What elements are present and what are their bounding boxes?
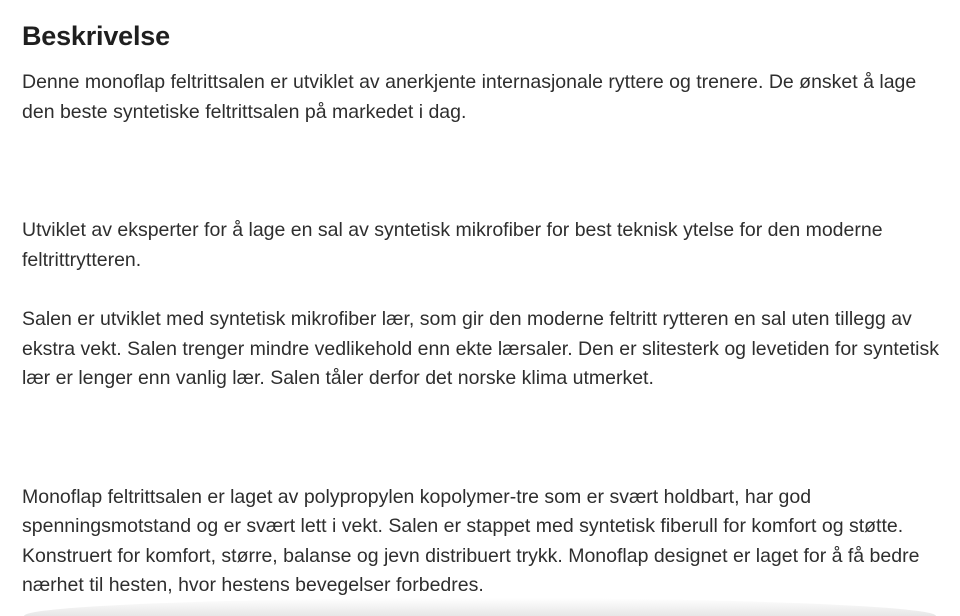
description-paragraph-construction: Monoflap feltrittsalen er laget av polypropylen kopolymer-tre som er svært holdbart, har god spenningsmotstand og er svært lett i vekt. Salen er stappet med syntetisk fiberull for komfort og støtte. Konstruert for komfort, større, balanse og jevn distribuert trykk. Monoflap designet er laget for å få bedre nærhet til hesten, hvor hestens bevegelser forbedres. — [22, 485, 920, 596]
bottom-shadow-divider — [24, 598, 936, 616]
description-paragraph-material: Salen er utviklet med syntetisk mikrofiber lær, som gir den moderne feltritt rytteren en sal uten tillegg av ekstra vekt. Salen trenger mindre vedlikehold enn ekte lærsaler. Den er slitesterk og levetiden for syntetisk lær er lenger enn vanlig lær. Salen tåler derfor det norske klima utmerket. — [22, 308, 939, 389]
description-paragraph-experts: Utviklet av eksperter for å lage en sal av syntetisk mikrofiber for best teknisk ytelse for den moderne feltrittrytteren. — [22, 219, 883, 271]
section-title: Beskrivelse — [22, 21, 170, 51]
description-section — [22, 18, 942, 601]
description-paragraph-intro: Denne monoflap feltrittsalen er utviklet av anerkjente internasjonale ryttere og trenere. De ønsket å lage den beste syntetiske feltrittsalen på markedet i dag. — [22, 71, 917, 123]
